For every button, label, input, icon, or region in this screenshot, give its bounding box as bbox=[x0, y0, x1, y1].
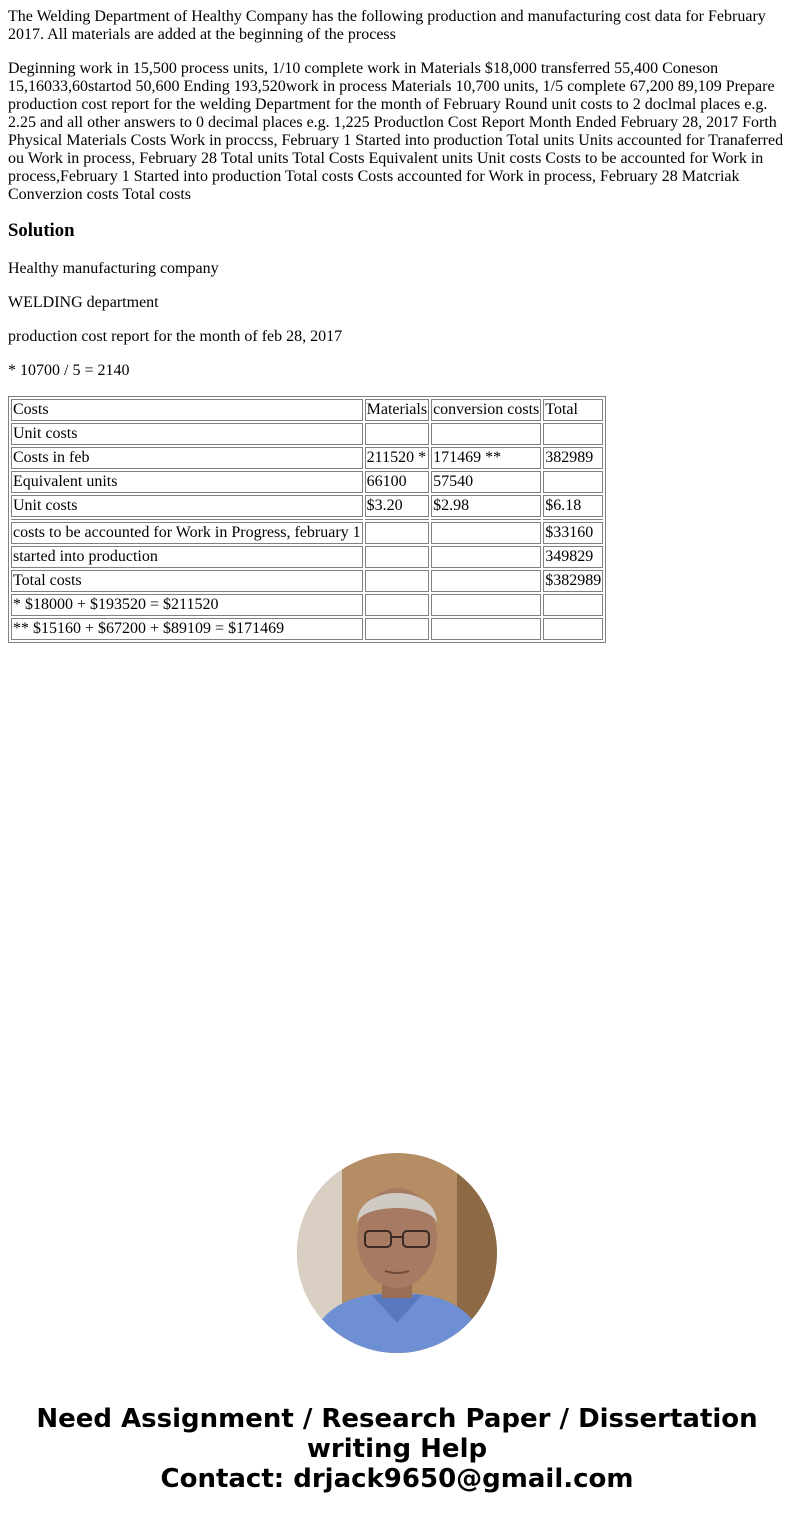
table-cell: 171469 ** bbox=[431, 447, 541, 469]
table-cell bbox=[431, 618, 541, 640]
table-cell: $33160 bbox=[543, 522, 603, 544]
separator-cell bbox=[431, 519, 541, 520]
table-cell bbox=[431, 546, 541, 568]
table-cell: 66100 bbox=[365, 471, 429, 493]
company-name: Healthy manufacturing company bbox=[8, 260, 219, 277]
table-cell: $2.98 bbox=[431, 495, 541, 517]
table-cell bbox=[365, 423, 429, 445]
table-cell: Costs in feb bbox=[11, 447, 363, 469]
table-cell: * $18000 + $193520 = $211520 bbox=[11, 594, 363, 616]
table-row bbox=[11, 423, 603, 445]
table-separator-row bbox=[11, 519, 603, 520]
table-cell bbox=[431, 594, 541, 616]
promo-line-2: writing Help bbox=[306, 1434, 488, 1464]
table-cell: $6.18 bbox=[543, 495, 603, 517]
header-cell: conversion costs bbox=[431, 399, 541, 421]
table-row bbox=[11, 570, 603, 592]
table-cell: started into production bbox=[11, 546, 363, 568]
author-avatar bbox=[297, 1153, 497, 1353]
cost-report-table bbox=[8, 396, 606, 643]
promo-contact: Contact: drjack9650@gmail.com bbox=[160, 1464, 634, 1494]
question-body: Deginning work in 15,500 process units, 1/10 complete work in Materials $18,000 transferred 55,400 Coneson 15,16033,60startod 50,600 Ending 193,520work in process Materials 10,700 units, 1/5 complete 67,200 89,109 Prepare production cost report for the welding Department for the month of February Round unit costs to 2 doclmal places e.g. 2.25 and all other answers to 0 decimal places e.g. 1,225 Productlon Cost Report Month Ended February 28, 2017 Forth Physical Materials Costs Work in proccss, February 1 Started into production Total units Units accounted for Tranaferred ou Work in process, February 28 Total units Total Costs Equivalent units Unit costs Costs to be accounted for Work in process,February 1 Started into production Total costs Costs accounted for Work in process, February 28 Matcriak Converzion costs Total costs bbox=[8, 60, 784, 203]
header-cell: Total bbox=[543, 399, 603, 421]
table-cell bbox=[365, 570, 429, 592]
table-row bbox=[11, 546, 603, 568]
table-cell: $382989 bbox=[543, 570, 603, 592]
table-cell: 57540 bbox=[431, 471, 541, 493]
table-row bbox=[11, 618, 603, 640]
table-cell bbox=[543, 423, 603, 445]
table-cell bbox=[543, 618, 603, 640]
table-row bbox=[11, 594, 603, 616]
table-row bbox=[11, 471, 603, 493]
header-cell: Costs bbox=[11, 399, 363, 421]
separator-cell bbox=[365, 519, 429, 520]
table-cell: Unit costs bbox=[11, 423, 363, 445]
table-cell: Total costs bbox=[11, 570, 363, 592]
table-cell bbox=[543, 471, 603, 493]
table-cell bbox=[431, 423, 541, 445]
table-cell: 349829 bbox=[543, 546, 603, 568]
table-row bbox=[11, 447, 603, 469]
table-header-row bbox=[11, 399, 603, 421]
calculation-note: * 10700 / 5 = 2140 bbox=[8, 362, 130, 379]
table-cell: $3.20 bbox=[365, 495, 429, 517]
report-title: production cost report for the month of feb 28, 2017 bbox=[8, 328, 343, 345]
table-cell: Equivalent units bbox=[11, 471, 363, 493]
table-cell: costs to be accounted for Work in Progress, february 1 bbox=[11, 522, 363, 544]
separator-cell bbox=[11, 519, 363, 520]
question-intro: The Welding Department of Healthy Company has the following production and manufacturing cost data for February 2017. All materials are added at the beginning of the process bbox=[8, 8, 766, 43]
table-cell bbox=[543, 594, 603, 616]
header-cell: Materials bbox=[365, 399, 429, 421]
table-cell: 211520 * bbox=[365, 447, 429, 469]
table-cell bbox=[431, 522, 541, 544]
table-row bbox=[11, 495, 603, 517]
table-cell: Unit costs bbox=[11, 495, 363, 517]
document-content bbox=[8, 8, 786, 643]
table-cell bbox=[365, 594, 429, 616]
promo-footer bbox=[0, 1404, 794, 1494]
separator-cell bbox=[543, 519, 603, 520]
table-row bbox=[11, 522, 603, 544]
promo-line-1: Need Assignment / Research Paper / Dissertation bbox=[36, 1404, 758, 1434]
table-cell: 382989 bbox=[543, 447, 603, 469]
table-cell bbox=[365, 522, 429, 544]
table-cell bbox=[365, 546, 429, 568]
author-portrait-image bbox=[297, 1153, 497, 1353]
table-cell bbox=[365, 618, 429, 640]
table-cell: ** $15160 + $67200 + $89109 = $171469 bbox=[11, 618, 363, 640]
solution-heading: Solution bbox=[8, 220, 75, 241]
department-name: WELDING department bbox=[8, 294, 159, 311]
table-cell bbox=[431, 570, 541, 592]
